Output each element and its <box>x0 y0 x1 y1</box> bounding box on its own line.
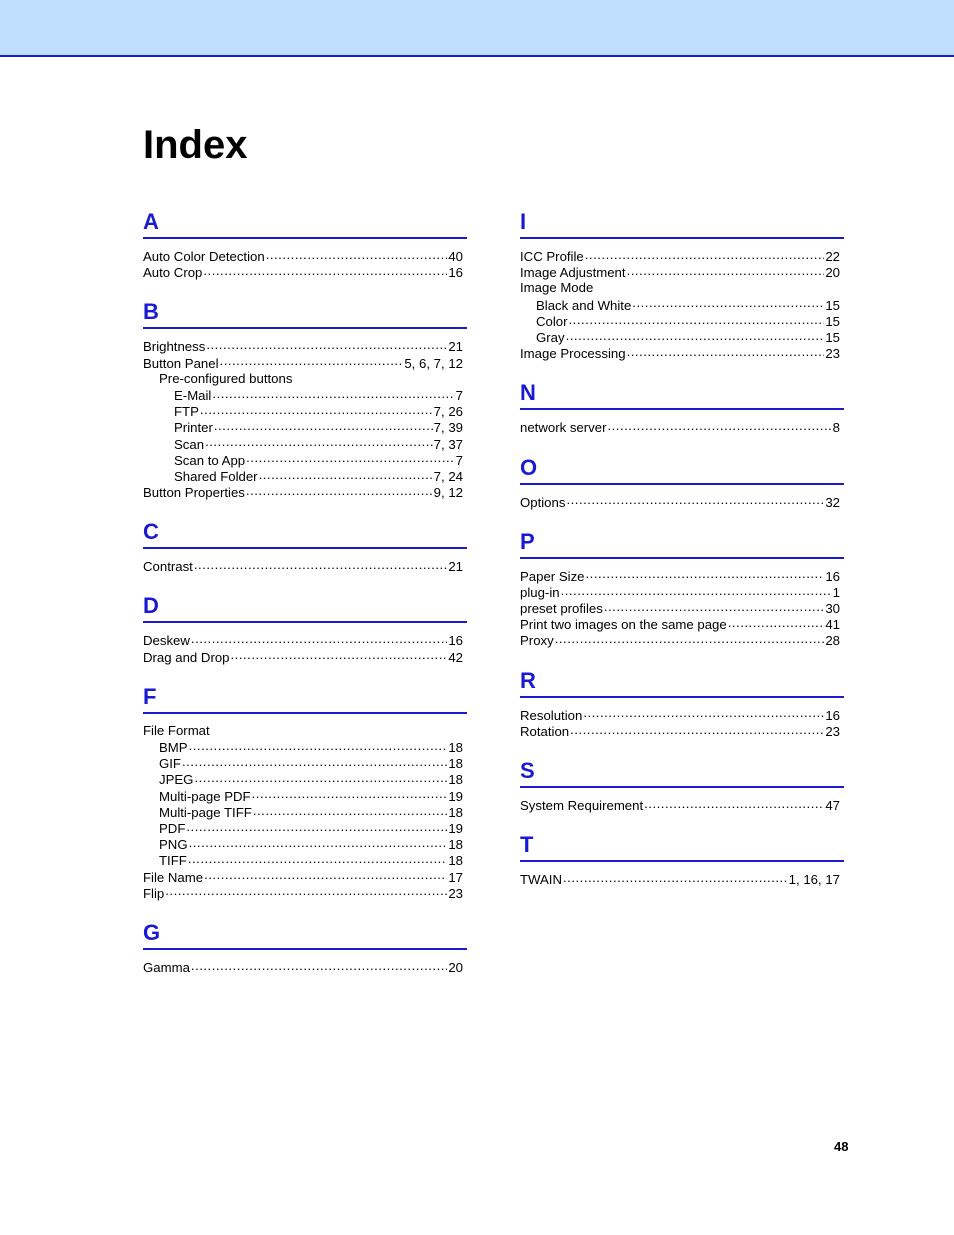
section-letter: B <box>143 297 467 329</box>
entry-term: Gray <box>536 329 565 345</box>
leader-dots <box>194 771 447 784</box>
section-spacer <box>143 665 467 682</box>
entry-term: Paper Size <box>520 568 585 584</box>
index-entry[interactable] <box>143 755 463 771</box>
index-entry[interactable] <box>143 403 463 419</box>
section-spacer <box>520 813 844 830</box>
index-entry[interactable] <box>520 568 840 584</box>
index-entry[interactable] <box>520 797 840 813</box>
section-letter: C <box>143 517 467 549</box>
entry-pages: 1 <box>832 584 840 600</box>
leader-dots <box>266 248 448 261</box>
entry-term: TWAIN <box>520 872 562 888</box>
section-letter: D <box>143 591 467 623</box>
index-entry[interactable] <box>520 280 840 296</box>
entry-term: BMP <box>159 740 188 755</box>
section-spacer <box>143 280 467 297</box>
entry-pages: 20 <box>448 959 463 975</box>
leader-dots <box>203 264 447 277</box>
index-section-n <box>520 378 844 452</box>
leader-dots <box>205 436 433 449</box>
index-entry[interactable] <box>143 771 463 787</box>
index-entry[interactable] <box>520 248 840 264</box>
entry-pages: 1, 16, 17 <box>788 872 840 888</box>
entry-pages: 8 <box>832 420 840 436</box>
index-entry[interactable] <box>520 329 840 345</box>
index-entry[interactable] <box>143 788 463 804</box>
index-entry[interactable] <box>143 248 463 264</box>
page-title: Index <box>143 123 248 167</box>
entry-pages: 7 <box>455 452 463 468</box>
index-section-p <box>520 527 844 666</box>
leader-dots <box>604 600 825 613</box>
section-spacer <box>143 500 467 517</box>
index-section-t <box>520 830 844 904</box>
entry-term: Button Properties <box>143 485 245 501</box>
entry-pages: 21 <box>448 339 463 355</box>
entry-term: Black and White <box>536 297 632 313</box>
entry-pages: 41 <box>825 617 840 633</box>
entry-term: Resolution <box>520 707 583 723</box>
index-entry[interactable] <box>520 707 840 723</box>
leader-dots <box>627 345 825 358</box>
index-entry[interactable] <box>143 419 463 435</box>
entry-pages: 42 <box>448 649 463 665</box>
entry-term: PNG <box>159 837 188 853</box>
section-letter: T <box>520 830 844 862</box>
index-section-a <box>143 207 467 297</box>
entry-pages: 5, 6, 7, 12 <box>404 355 463 371</box>
entry-pages: 18 <box>448 804 463 820</box>
index-entry[interactable] <box>143 468 463 484</box>
entry-term: Options <box>520 494 566 510</box>
index-entry[interactable] <box>143 649 463 665</box>
leader-dots <box>204 869 447 882</box>
index-entry[interactable] <box>520 297 840 313</box>
index-entry[interactable] <box>143 820 463 836</box>
leader-dots <box>194 558 447 571</box>
index-entry[interactable] <box>520 419 840 435</box>
index-entry[interactable] <box>520 584 840 600</box>
entry-pages: 18 <box>448 740 463 755</box>
leader-dots <box>200 403 433 416</box>
entry-term: Image Adjustment <box>520 265 626 281</box>
entry-term: Deskew <box>143 633 190 649</box>
index-entry[interactable] <box>520 313 840 329</box>
index-entry[interactable] <box>520 632 840 648</box>
leader-dots <box>253 804 448 817</box>
leader-dots <box>252 788 448 801</box>
entry-pages: 18 <box>448 837 463 853</box>
leader-dots <box>583 707 824 720</box>
index-entry[interactable] <box>520 600 840 616</box>
entry-pages: 20 <box>825 265 840 281</box>
leader-dots <box>165 885 447 898</box>
leader-dots <box>186 820 447 833</box>
index-section-s <box>520 756 844 830</box>
index-section-i <box>520 207 844 378</box>
leader-dots <box>246 484 433 497</box>
entry-term: Gamma <box>143 959 190 975</box>
entry-pages: 23 <box>448 885 463 901</box>
index-entry[interactable] <box>143 632 463 648</box>
index-entry[interactable] <box>143 885 463 901</box>
index-entry[interactable] <box>520 616 840 632</box>
entry-term: Multi-page TIFF <box>159 804 252 820</box>
index-entry[interactable] <box>143 436 463 452</box>
index-entry[interactable] <box>143 723 463 739</box>
leader-dots <box>214 419 433 432</box>
entry-pages: 17 <box>448 869 463 885</box>
index-entry[interactable] <box>143 804 463 820</box>
entry-term: Image Processing <box>520 346 626 362</box>
entry-pages: 18 <box>448 756 463 772</box>
index-entry[interactable] <box>520 345 840 361</box>
leader-dots <box>644 797 824 810</box>
index-section-r <box>520 666 844 756</box>
entry-term: FTP <box>174 404 199 420</box>
leader-dots <box>586 568 825 581</box>
index-column-right <box>520 207 844 904</box>
index-section-c <box>143 517 467 591</box>
index-entry[interactable] <box>143 869 463 885</box>
entry-term: Contrast <box>143 559 193 575</box>
entry-term: File Format <box>143 722 210 738</box>
section-spacer <box>520 739 844 756</box>
entry-term: File Name <box>143 869 204 885</box>
section-letter: O <box>520 453 844 485</box>
index-entry[interactable] <box>143 338 463 354</box>
section-letter: A <box>143 207 467 239</box>
entry-pages: 15 <box>825 313 840 329</box>
section-spacer <box>520 649 844 666</box>
entry-pages: 16 <box>448 265 463 281</box>
index-section-d <box>143 591 467 681</box>
section-letter: S <box>520 756 844 788</box>
entry-pages: 15 <box>825 329 840 345</box>
leader-dots <box>188 852 447 865</box>
leader-dots <box>566 494 824 507</box>
entry-term: Printer <box>174 420 213 436</box>
entry-term: Button Panel <box>143 355 219 371</box>
entry-pages: 23 <box>825 723 840 739</box>
entry-term: Scan <box>174 436 205 452</box>
entry-pages: 18 <box>448 772 463 788</box>
leader-dots <box>632 297 824 310</box>
entry-pages: 7, 24 <box>433 468 463 484</box>
entry-term: Auto Crop <box>143 265 203 281</box>
entry-term: GIF <box>159 756 181 772</box>
index-section-g <box>143 918 467 992</box>
leader-dots <box>566 329 825 342</box>
index-entry[interactable] <box>143 371 463 387</box>
leader-dots <box>627 264 825 277</box>
leader-dots <box>607 419 831 432</box>
entry-pages: 16 <box>448 633 463 649</box>
entry-pages: 23 <box>825 346 840 362</box>
entry-term: Brightness <box>143 339 206 355</box>
entry-pages: 16 <box>825 707 840 723</box>
entry-pages: 32 <box>825 494 840 510</box>
leader-dots <box>182 755 447 768</box>
entry-term: TIFF <box>159 853 187 869</box>
index-entry[interactable] <box>143 558 463 574</box>
entry-term: Auto Color Detection <box>143 249 265 264</box>
index-entry[interactable] <box>143 836 463 852</box>
index-entry[interactable] <box>520 723 840 739</box>
index-entry[interactable] <box>143 387 463 403</box>
entry-pages: 7, 26 <box>433 404 463 420</box>
entry-term: Multi-page PDF <box>159 788 251 804</box>
entry-term: Scan to App <box>174 452 246 468</box>
index-entry[interactable] <box>143 452 463 468</box>
section-letter: P <box>520 527 844 559</box>
section-letter: G <box>143 918 467 950</box>
entry-term: Image Mode <box>520 280 594 296</box>
leader-dots <box>728 616 825 629</box>
index-entry[interactable] <box>143 739 463 755</box>
index-section-f <box>143 682 467 918</box>
section-spacer <box>143 975 467 992</box>
leader-dots <box>191 959 447 972</box>
index-entry[interactable] <box>520 494 840 510</box>
index-entry[interactable] <box>143 959 463 975</box>
section-letter: F <box>143 682 467 714</box>
entry-term: ICC Profile <box>520 249 584 264</box>
entry-pages: 7, 37 <box>433 436 463 452</box>
entry-term: Pre-configured buttons <box>159 370 293 386</box>
leader-dots <box>231 649 448 662</box>
entry-term: network server <box>520 420 607 436</box>
entry-pages: 19 <box>448 788 463 804</box>
entry-term: Flip <box>143 885 165 901</box>
leader-dots <box>191 632 447 645</box>
leader-dots <box>585 248 825 261</box>
entry-term: Proxy <box>520 633 554 649</box>
entry-pages: 19 <box>448 820 463 836</box>
leader-dots <box>259 468 433 481</box>
header-band <box>0 0 954 57</box>
entry-pages: 18 <box>448 853 463 869</box>
entry-term: Shared Folder <box>174 468 258 484</box>
entry-pages: 9, 12 <box>433 485 463 501</box>
section-letter: I <box>520 207 844 239</box>
section-spacer <box>520 436 844 453</box>
leader-dots <box>555 632 825 645</box>
entry-term: JPEG <box>159 772 194 788</box>
leader-dots <box>246 452 455 465</box>
entry-pages: 22 <box>825 249 840 264</box>
entry-pages: 30 <box>825 601 840 617</box>
section-spacer <box>520 887 844 904</box>
index-entry[interactable] <box>143 852 463 868</box>
entry-term: Drag and Drop <box>143 649 230 665</box>
leader-dots <box>561 584 832 597</box>
entry-term: preset profiles <box>520 601 603 617</box>
leader-dots <box>189 836 448 849</box>
index-section-b <box>143 297 467 517</box>
index-entry[interactable] <box>143 264 463 280</box>
index-section-o <box>520 453 844 527</box>
entry-pages: 40 <box>448 249 463 264</box>
section-spacer <box>143 901 467 918</box>
leader-dots <box>206 338 447 351</box>
section-letter: N <box>520 378 844 410</box>
section-spacer <box>143 574 467 591</box>
entry-pages: 15 <box>825 297 840 313</box>
section-letter: R <box>520 666 844 698</box>
leader-dots <box>569 313 825 326</box>
leader-dots <box>563 871 788 884</box>
section-spacer <box>520 510 844 527</box>
entry-pages: 7 <box>455 387 463 403</box>
entry-term: E-Mail <box>174 387 212 403</box>
entry-term: Rotation <box>520 723 570 739</box>
entry-term: Print two images on the same page <box>520 617 727 633</box>
entry-term: plug-in <box>520 584 560 600</box>
leader-dots <box>220 355 404 368</box>
entry-pages: 47 <box>825 798 840 813</box>
entry-pages: 21 <box>448 559 463 575</box>
index-entry[interactable] <box>520 264 840 280</box>
entry-pages: 28 <box>825 633 840 649</box>
leader-dots <box>570 723 824 736</box>
index-entry[interactable] <box>143 484 463 500</box>
index-entry[interactable] <box>520 871 840 887</box>
index-entry[interactable] <box>143 355 463 371</box>
section-spacer <box>520 361 844 378</box>
index-column-left <box>143 207 467 992</box>
entry-pages: 16 <box>825 568 840 584</box>
entry-pages: 7, 39 <box>433 420 463 436</box>
leader-dots <box>189 739 448 752</box>
entry-term: PDF <box>159 820 186 836</box>
entry-term: System Requirement <box>520 798 644 813</box>
page-number: 48 <box>834 1139 849 1154</box>
leader-dots <box>212 387 454 400</box>
entry-term: Color <box>536 313 568 329</box>
